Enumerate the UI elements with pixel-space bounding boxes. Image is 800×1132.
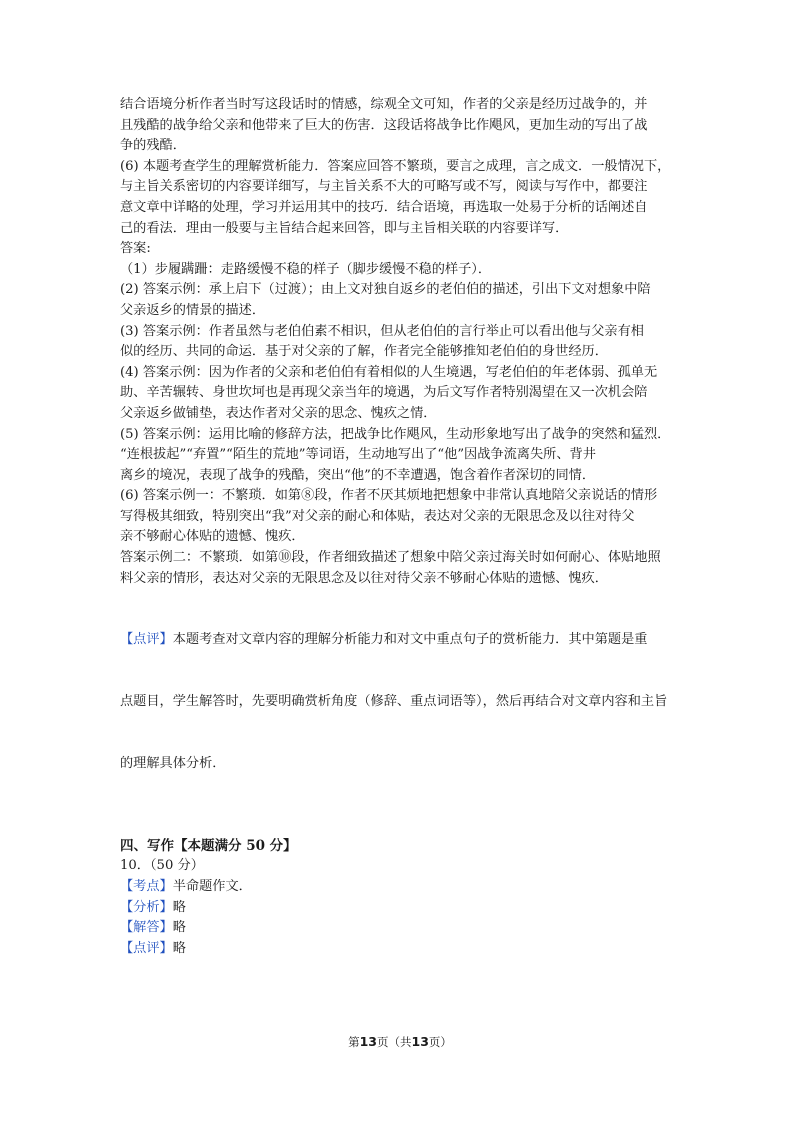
question-items	[120, 877, 685, 959]
answer-line: 亲不够耐心体贴的遗憾、愧疚．	[120, 529, 305, 545]
answers-section	[120, 260, 685, 590]
page-footer	[0, 1034, 800, 1050]
answer-line: 写得极其细致，特别突出“我”对父亲的耐心和体贴，表达对父亲的无限思念及以往对待父	[120, 508, 635, 524]
comment-line-1: 本题考查对文章内容的理解分析能力和对文中重点句子的赏析能力．其中第题是重	[172, 632, 648, 648]
answer-line: 答案示例二：不繁琐．如第⑩段，作者细致描述了想象中陪父亲过海关时如何耐心、体贴地照	[120, 550, 661, 566]
answer-paragraph	[120, 280, 685, 321]
footer-middle: 页（共	[377, 1035, 412, 1049]
question-item	[120, 898, 685, 919]
answer-paragraph	[120, 425, 685, 487]
item-text: 略	[172, 940, 186, 956]
answer-line: 父亲返乡的情景的描述．	[120, 302, 266, 318]
analysis-line: 结合语境分析作者当时写这段话时的情感，综观全文可知，作者的父亲是经历过战争的，并	[120, 97, 648, 112]
analysis-section	[120, 95, 685, 239]
item-text: 略	[172, 920, 186, 936]
analysis-line: 己的看法．理由一般要与主旨结合起来回答，即与主旨相关联的内容要详写．	[120, 220, 569, 236]
answer-line: （1）步履蹒跚：走路缓慢不稳的样子（脚步缓慢不稳的样子）．	[120, 261, 492, 277]
footer-total-pages: 13	[411, 1034, 429, 1049]
analysis-line: (6) 本题考查学生的理解赏析能力．答案应回答不繁琐，要言之成理，言之成文．一般情况下，	[120, 158, 671, 174]
answer-line: (5) 答案示例：运用比喻的修辞方法，把战争比作飓风，生动形象地写出了战争的突然和猛烈．	[120, 426, 671, 442]
analysis-line: 且残酷的战争给父亲和他带来了巨大的伤害．这段话将战争比作飓风，更加生动的写出了战	[120, 117, 648, 133]
footer-page-number: 13	[359, 1034, 377, 1049]
comment-line-2: 点题目，学生解答时，先要明确赏析角度（修辞、重点词语等），然后再结合对文章内容和主旨	[120, 694, 668, 710]
answer-paragraph	[120, 322, 685, 363]
answer-line: (3) 答案示例：作者虽然与老伯伯素不相识，但从老伯伯的言行举止可以看出他与父亲有相	[120, 323, 644, 339]
answer-paragraph	[120, 363, 685, 425]
answer-line: (2) 答案示例：承上启下（过渡）；由上文对独自返乡的老伯伯的描述，引出下文对想象中陪	[120, 282, 651, 298]
footer-suffix: 页）	[428, 1035, 452, 1049]
question-item	[120, 918, 685, 939]
comment-line-3: 的理解具体分析．	[120, 756, 226, 771]
answer-line: 离乡的境况，表现了战争的残酷，突出“他”的不幸遭遇，饱含着作者深切的同情．	[120, 467, 596, 483]
comment-block	[120, 589, 685, 816]
answer-line: 似的经历、共同的命运．基于对父亲的了解，作者完全能够推知老伯伯的身世经历．	[120, 344, 608, 360]
question-item	[120, 939, 685, 960]
answer-line: (6) 答案示例一：不繁琐．如第⑧段，作者不厌其烦地把想象中非常认真地陪父亲说话的情形	[120, 488, 658, 504]
answer-label: 答案:	[120, 241, 151, 257]
item-tag: 【分析】	[120, 899, 173, 915]
question-label: 10．（50 分）	[120, 858, 204, 874]
answer-paragraph	[120, 260, 685, 281]
answer-line: “连根拔起”“弃置”“陌生的荒地”等词语，生动地写出了“他”因战争流离失所、背井	[120, 447, 596, 463]
answer-line: 料父亲的情形，表达对父亲的无限思念及以往对待父亲不够耐心体贴的遗憾、愧疚．	[120, 570, 608, 586]
answer-line: 助、辛苦辗转、身世坎坷也是再现父亲当年的境遇，为后文写作者特别渴望在又一次机会陪	[120, 385, 648, 401]
answer-line: (4) 答案示例：因为作者的父亲和老伯伯有着相似的人生境遇，写老伯伯的年老体弱、孤单无	[120, 364, 658, 380]
footer-prefix: 第	[348, 1035, 360, 1049]
item-text: 略	[172, 899, 186, 915]
item-tag: 【点评】	[120, 940, 173, 956]
section-title: 四、写作【本题满分 50 分】	[120, 837, 297, 854]
analysis-line: 争的残酷．	[120, 138, 186, 154]
question-item	[120, 877, 685, 898]
item-tag: 【考点】	[120, 878, 173, 894]
item-tag: 【解答】	[120, 920, 173, 936]
answer-paragraph	[120, 486, 685, 548]
item-text: 半命题作文．	[172, 878, 252, 894]
comment-tag: 【点评】	[120, 632, 173, 648]
analysis-line: 与主旨关系密切的内容要详细写，与主旨关系不大的可略写或不写，阅读与写作中，都要注	[120, 179, 648, 195]
analysis-paragraph	[120, 95, 685, 157]
answer-line: 父亲返乡做铺垫，表达作者对父亲的思念、愧疚之情．	[120, 405, 437, 421]
document-page	[120, 95, 685, 959]
answer-paragraph	[120, 548, 685, 589]
analysis-paragraph	[120, 157, 685, 239]
analysis-line: 意文章中详略的处理，学习并运用其中的技巧．结合语境，再选取一处易于分析的话阐述自	[120, 199, 648, 215]
